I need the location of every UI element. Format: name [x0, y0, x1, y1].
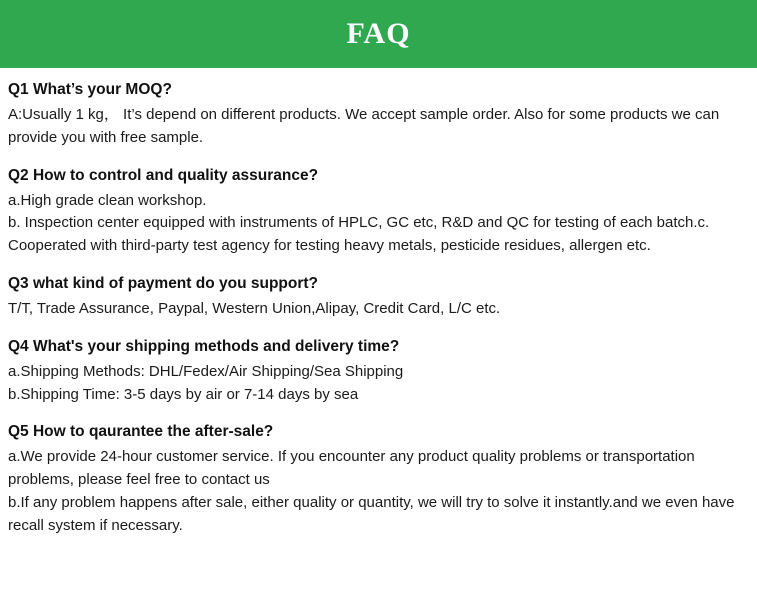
faq-answer: [8, 104, 749, 150]
faq-answer: [8, 190, 749, 258]
faq-question: Q5 How to qaurantee the after-sale?: [8, 423, 274, 441]
faq-question: Q1 What’s your MOQ?: [8, 81, 172, 98]
faq-header-title: FAQ: [346, 17, 411, 50]
faq-answer-line: b. Inspection center equipped with instruments of HPLC, GC etc, R&D and QC for testing of each batch.c. Cooperated with third-party test agency for testing heavy metals, pesticide residues, allergen etc.: [8, 214, 710, 255]
faq-item: [8, 272, 749, 321]
faq-question: Q4 What's your shipping methods and delivery time?: [8, 337, 400, 355]
faq-answer-line: a.We provide 24-hour customer service. If you encounter any product quality problems or transportation problems, please feel free to contact us: [8, 448, 695, 489]
faq-answer: [8, 298, 749, 321]
faq-answer-line: T/T, Trade Assurance, Paypal, Western Union,Alipay, Credit Card, L/C etc.: [8, 300, 501, 318]
faq-item: [8, 420, 749, 537]
faq-question: Q2 How to control and quality assurance?: [8, 166, 319, 184]
faq-answer: [8, 446, 749, 537]
faq-answer: [8, 361, 749, 407]
faq-item: [8, 78, 749, 150]
faq-item: [8, 335, 749, 407]
faq-question: Q3 what kind of payment do you support?: [8, 275, 319, 293]
faq-answer-line: A:Usually 1 kg， It’s depend on different products. We accept sample order. Also for some products we can provide you with free sample.: [8, 106, 720, 146]
faq-answer-line: a.Shipping Methods: DHL/Fedex/Air Shipping/Sea Shipping: [8, 362, 404, 380]
faq-header-banner: [0, 0, 757, 68]
faq-answer-line: b.If any problem happens after sale, either quality or quantity, we will try to solve it instantly.and we even have recall system if necessary.: [8, 494, 735, 534]
faq-answer-line: b.Shipping Time: 3-5 days by air or 7-14 days by sea: [8, 385, 359, 403]
faq-item: [8, 164, 749, 258]
faq-list: [0, 68, 757, 538]
faq-answer-line: a.High grade clean workshop.: [8, 191, 207, 209]
